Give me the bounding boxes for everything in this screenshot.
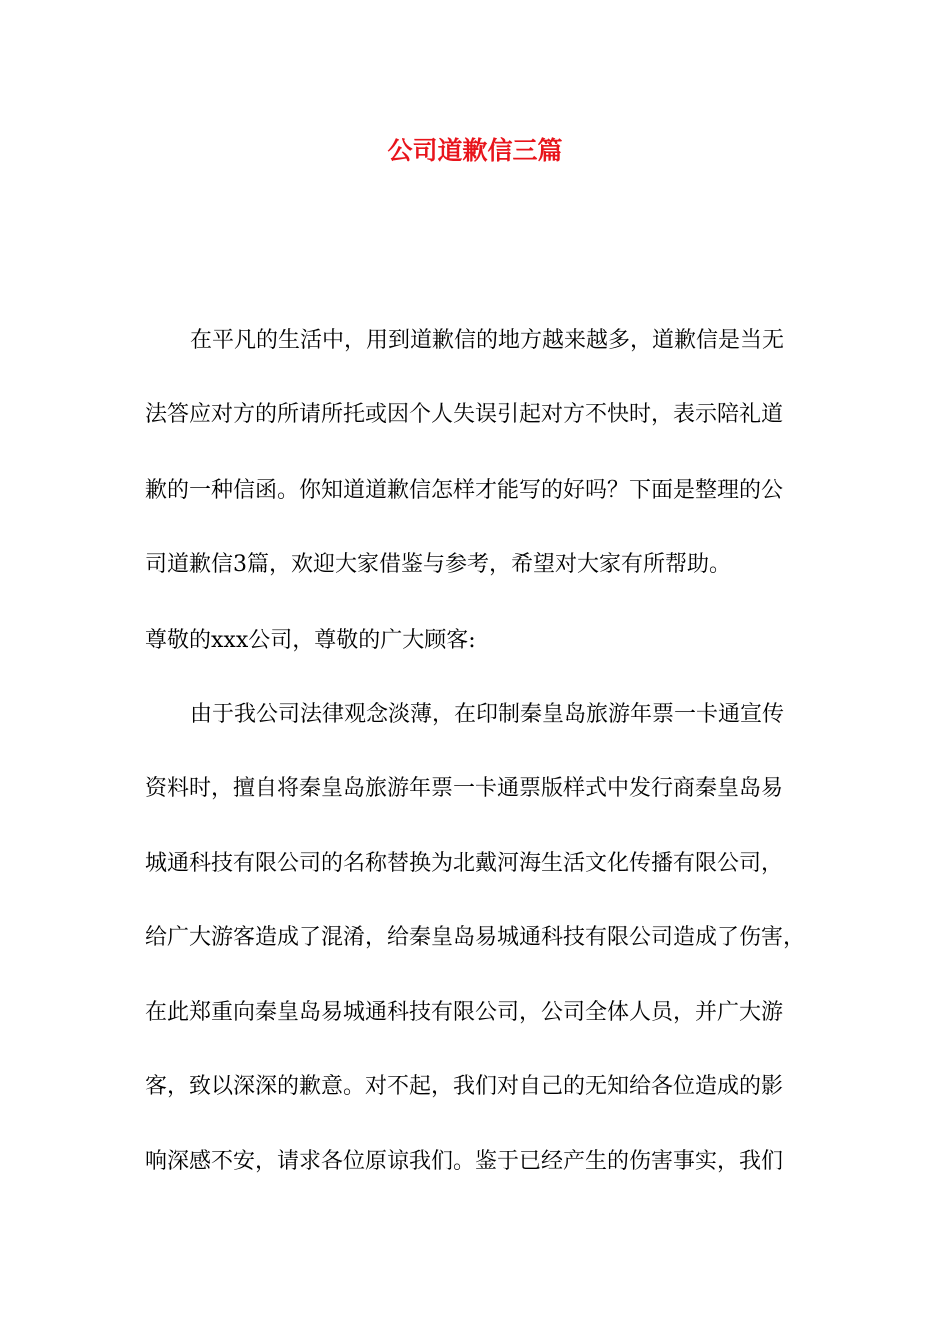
paragraph-letter-line-5: 在此郑重向秦皇岛易城通科技有限公司，公司全体人员，并广大游 — [145, 1000, 784, 1025]
paragraph-letter-line-2: 资料时，擅自将秦皇岛旅游年票一卡通票版样式中发行商秦皇岛易 — [145, 776, 784, 801]
paragraph-intro-line-1: 在平凡的生活中，用到道歉信的地方越来越多，道歉信是当无 — [190, 328, 785, 353]
paragraph-letter-line-3: 城通科技有限公司的名称替换为北戴河海生活文化传播有限公司， — [145, 851, 784, 876]
paragraph-letter-line-1: 由于我公司法律观念淡薄，在印制秦皇岛旅游年票一卡通宣传 — [190, 702, 785, 727]
paragraph-letter-line-7: 响深感不安，请求各位原谅我们。鉴于已经产生的伤害事实，我们 — [145, 1149, 784, 1174]
document-title: 公司道歉信三篇 — [387, 136, 563, 165]
paragraph-letter-line-6: 客，致以深深的歉意。对不起，我们对自己的无知给各位造成的影 — [145, 1074, 784, 1099]
paragraph-intro-line-2: 法答应对方的所请所托或因个人失误引起对方不快时，表示陪礼道 — [145, 402, 784, 427]
paragraph-letter-line-4: 给广大游客造成了混淆，给秦皇岛易城通科技有限公司造成了伤害， — [145, 925, 806, 950]
paragraph-intro-line-3: 歉的一种信函。你知道道歉信怎样才能写的好吗？下面是整理的公 — [145, 478, 784, 503]
salutation: 尊敬的xxx公司，尊敬的广大顾客: — [145, 628, 476, 653]
paragraph-intro-line-4: 司道歉信3篇，欢迎大家借鉴与参考，希望对大家有所帮助。 — [145, 552, 731, 577]
